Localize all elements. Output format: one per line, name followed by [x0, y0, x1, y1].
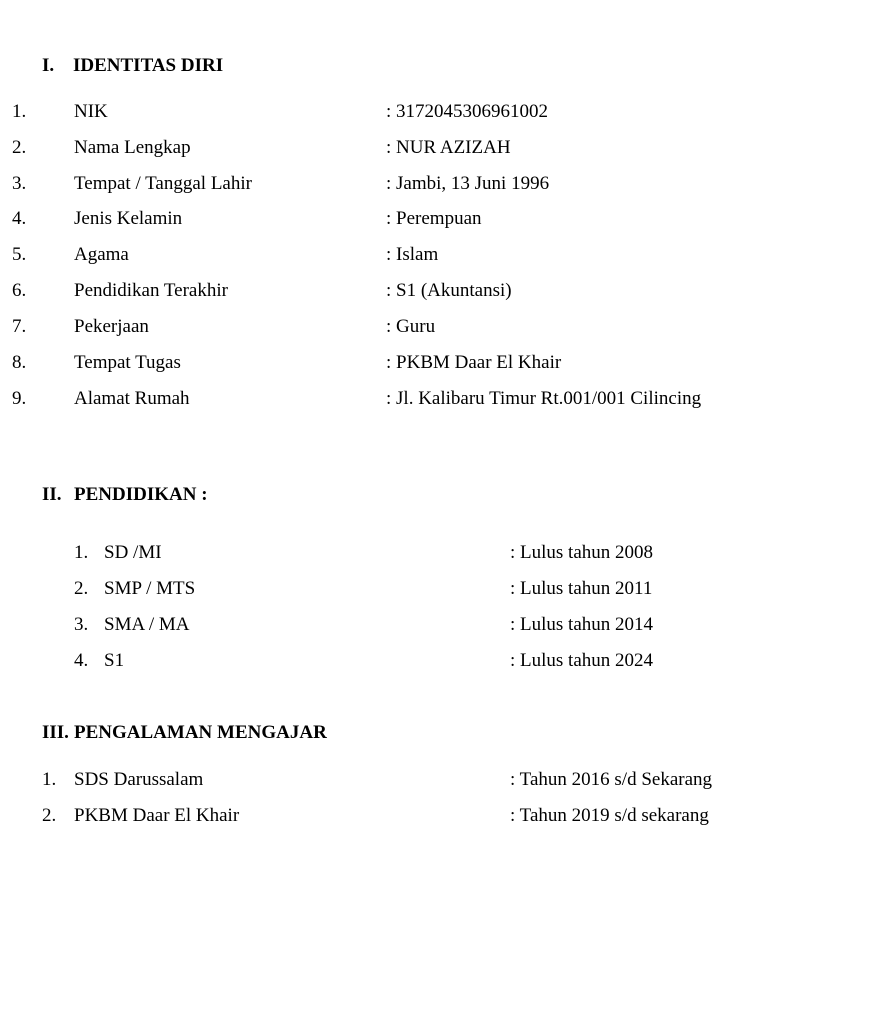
section-title: PENGALAMAN MENGAJAR — [74, 722, 327, 743]
list-item — [0, 805, 872, 831]
section-numeral: III. — [42, 722, 69, 743]
item-label: Tempat / Tanggal Lahir — [74, 173, 252, 194]
list-item — [0, 101, 872, 127]
item-value: : Tahun 2016 s/d Sekarang — [510, 769, 713, 790]
item-value: : PKBM Daar El Khair — [386, 352, 562, 373]
item-number: 3. — [12, 173, 27, 194]
item-number: 2. — [42, 805, 57, 826]
item-value: : Lulus tahun 2008 — [510, 542, 654, 563]
list-item — [0, 388, 872, 414]
item-value: : Islam — [386, 244, 439, 265]
list-item — [0, 650, 872, 676]
item-value: : NUR AZIZAH — [386, 137, 511, 158]
item-label: Pendidikan Terakhir — [74, 280, 228, 301]
item-label: Tempat Tugas — [74, 352, 181, 373]
item-value: : Guru — [386, 316, 436, 337]
item-label: Pekerjaan — [74, 316, 149, 337]
item-value: : Jambi, 13 Juni 1996 — [386, 173, 550, 194]
section-numeral: II. — [42, 484, 62, 505]
item-number: 9. — [12, 388, 27, 409]
list-item — [0, 173, 872, 199]
item-value: : 3172045306961002 — [386, 101, 549, 122]
item-number: 7. — [12, 316, 27, 337]
item-label: Alamat Rumah — [74, 388, 190, 409]
item-number: 2. — [12, 137, 27, 158]
item-value: : Lulus tahun 2014 — [510, 614, 654, 635]
item-label: Nama Lengkap — [74, 137, 191, 158]
item-label: SD /MI — [104, 542, 162, 563]
item-number: 1. — [12, 101, 27, 122]
section-title: IDENTITAS DIRI — [73, 55, 224, 76]
item-number: 6. — [12, 280, 27, 301]
list-item — [0, 352, 872, 378]
item-number: 3. — [74, 614, 89, 635]
item-value: : S1 (Akuntansi) — [386, 280, 512, 301]
item-number: 8. — [12, 352, 27, 373]
section-title: PENDIDIKAN : — [74, 484, 208, 505]
item-label: Agama — [74, 244, 129, 265]
item-number: 2. — [74, 578, 89, 599]
list-item — [0, 244, 872, 270]
list-item — [0, 208, 872, 234]
item-label: SMA / MA — [104, 614, 190, 635]
item-label: SDS Darussalam — [74, 769, 204, 790]
item-number: 1. — [74, 542, 89, 563]
list-item — [0, 316, 872, 342]
item-label: SMP / MTS — [104, 578, 196, 599]
item-value: : Jl. Kalibaru Timur Rt.001/001 Cilincing — [386, 388, 702, 409]
list-item — [0, 280, 872, 306]
item-number: 4. — [74, 650, 89, 671]
list-item — [0, 137, 872, 163]
section-numeral: I. — [42, 55, 55, 76]
list-item — [0, 578, 872, 604]
item-label: S1 — [104, 650, 125, 671]
item-number: 1. — [42, 769, 57, 790]
item-value: : Lulus tahun 2011 — [510, 578, 653, 599]
item-number: 5. — [12, 244, 27, 265]
list-item — [0, 614, 872, 640]
item-number: 4. — [12, 208, 27, 229]
item-label: Jenis Kelamin — [74, 208, 183, 229]
item-value: : Lulus tahun 2024 — [510, 650, 654, 671]
list-item — [0, 769, 872, 795]
item-value: : Perempuan — [386, 208, 482, 229]
item-value: : Tahun 2019 s/d sekarang — [510, 805, 709, 826]
item-label: PKBM Daar El Khair — [74, 805, 240, 826]
list-item — [0, 542, 872, 568]
item-label: NIK — [74, 101, 108, 122]
